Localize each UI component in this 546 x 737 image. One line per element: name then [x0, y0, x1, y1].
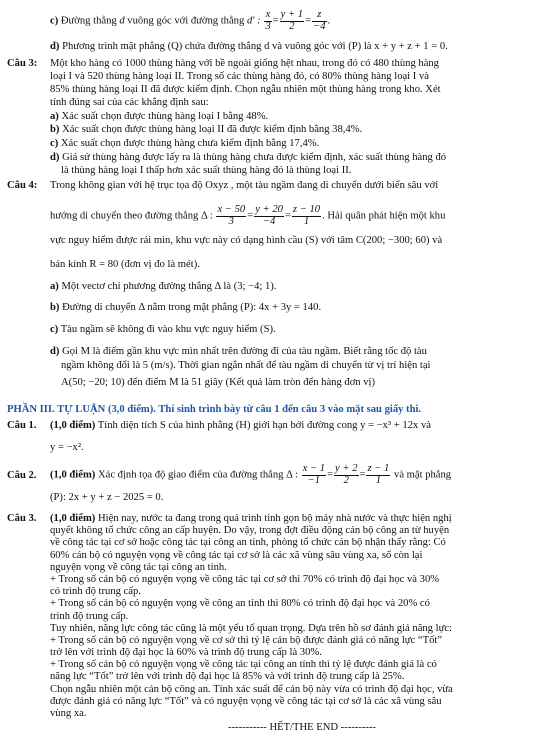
essay-3-line: + Trong số cán bộ có nguyện vọng về công tác tại công an tỉnh thì tỷ lệ được đánh giá là có [50, 659, 437, 671]
essay-3-line: trở lên với trình độ đại học là 60% và trình độ trung cấp là 30%. [50, 647, 322, 659]
fraction: $\frac{z - 1}{1}$ [367, 463, 390, 486]
statement-d: d) Phương trình mặt phẳng (Q) chứa đường thẳng d và vuông góc với (P) là x + y + z + 1 = 0. [50, 41, 448, 52]
essay-3-line: Chọn ngẫu nhiên một cán bộ công an. Tính xác suất để cán bộ này vừa có trình độ đại học, vừa [50, 683, 453, 695]
fraction: $\frac{y + 20}{-4}$ [255, 204, 283, 227]
q3-line: tính đúng sai của các khẳng định sau: [50, 97, 209, 108]
fraction: $\frac{y + 2}{2}$ [335, 463, 358, 486]
q4-line: bán kính R = 80 (đơn vị đo là mét). [50, 259, 200, 270]
essay-3-line: có trình độ trung cấp. [50, 586, 141, 598]
essay-1-label: Câu 1. [7, 420, 37, 431]
essay-3-line: nguyện vọng về công tác tại công an tỉnh. [50, 561, 227, 573]
essay-3-line: vùng xa. [50, 708, 87, 719]
q4-line-fraction: hướng di chuyển theo đường thẳng Δ : $\frac{x - 50}{3}$ = $\frac{y + 20}{-4}$ = $\frac{z - 10}{1}$ . Hải quân phát hiện một khu [50, 204, 446, 227]
q4-item-b: b) Đường di chuyển Δ nằm trong mặt phẳng (P): 4x + 3y = 140. [50, 302, 322, 313]
q3-line: loại I và 520 thùng hàng loại II. Trong số các thùng hàng đó, có 80% thùng hàng loại I và [50, 71, 429, 82]
q4-item-c: c) Tàu ngầm sẽ không đi vào khu vực nguy hiểm (S). [50, 324, 276, 335]
q3-line: Một kho hàng có 1000 thùng hàng với bề ngoài giống hệt nhau, trong đó có 480 thùng hàng [50, 58, 439, 69]
q4-item-a: a) Một vectơ chỉ phương đường thẳng Δ là (3; −4; 1). [50, 281, 277, 292]
q3-item-b: b) Xác suất chọn được thùng hàng loại II đã được kiểm định bằng 38,4%. [50, 124, 363, 135]
essay-3-line: 60% cán bộ có nguyện vọng về công tác tại cơ sở là các xã vùng sâu vùng xa, số còn lại [50, 549, 423, 561]
q3-item-c: c) Xác suất chọn được thùng hàng chưa kiểm định bằng 17,4%. [50, 138, 320, 149]
q4-item-d-cont: ngầm không đổi là 5 (m/s). Thời gian ngắn nhất để tàu ngầm di chuyển từ vị trí hiện tại [61, 360, 431, 371]
q3-item-a: a) Xác suất chọn được thùng hàng loại I bằng 48%. [50, 111, 269, 122]
essay-3-line: được đánh giá có năng lực “Tốt” và có nguyện vọng về công tác tại cơ sở là các xã vùng sâu [50, 695, 442, 707]
essay-3-label: Câu 3. [7, 513, 37, 524]
fraction: $\frac{x - 1}{-1}$ [302, 463, 326, 486]
essay-3-line: Tuy nhiên, năng lực công tác cũng là một yếu tố quan trọng. Dựa trên hồ sơ đánh giá năng lực: [50, 622, 452, 634]
fraction: $\frac{x}{3}$ [265, 9, 271, 32]
statement-c: c) Đường thẳng d vuông góc với đường thẳng d' : $\frac{x}{3}$ = $\frac{y + 1}{2}$ = $\frac{z}{-4}$ . [50, 9, 331, 32]
essay-3-line: về công tác tại cơ sở hoặc công tác tại công an tỉnh, phòng tổ chức cán bộ nhận thấy rằng: Có [50, 537, 446, 549]
question-4-label: Câu 4: [7, 180, 38, 191]
fraction: $\frac{z}{-4}$ [313, 9, 326, 32]
essay-3-line: (1,0 điểm) Hiện nay, nước ta đang trong quá trình tinh gọn bộ máy nhà nước và thực hiện nghị [50, 513, 452, 524]
fraction: $\frac{x - 50}{3}$ [217, 204, 246, 227]
q4-line: Trong không gian với hệ trục tọa độ Oxyz , một tàu ngầm đang di chuyển dưới biển sâu với [50, 180, 439, 191]
footer-end: ----------- HẾT/THE END ---------- [228, 722, 376, 733]
essay-3-line: quyết không tổ chức công an cấp huyện. Do vậy, trong đợt điều động cán bộ công an từ huyện [50, 525, 450, 537]
essay-3-line: năng lực “Tốt” trở lên với trình độ đại học là 85% và với trình độ trung cấp là 25%. [50, 671, 405, 683]
essay-3-line: + Trong số cán bộ có nguyện vọng về công an tỉnh thì 80% có trình độ đại học và 20% có [50, 598, 430, 610]
essay-1-line: y = −x². [50, 442, 84, 453]
essay-1-line: (1,0 điểm) Tính diện tích S của hình phẳng (H) giới hạn bởi đường cong y = −x³ + 12x và [50, 420, 431, 431]
question-3-label: Câu 3: [7, 58, 38, 69]
q3-item-d: d) Giả sử thùng hàng được lấy ra là thùng hàng chưa được kiểm định, xác suất thùng hàng đó [50, 152, 447, 163]
section-title: PHẦN III. TỰ LUẬN (3,0 điểm). Thí sinh trình bày từ câu 1 đến câu 3 vào mặt sau giấy thi. [7, 404, 422, 415]
q3-line: 85% thùng hàng loại II đã được kiểm định. Chọn ngẫu nhiên một thùng hàng trong kho. Xét [50, 84, 441, 95]
essay-3-line: + Trong số cán bộ có nguyện vọng về công tác tại cơ sở thì 70% có trình độ đại học và 30% [50, 573, 440, 585]
essay-3-line: + Trong số cán bộ có nguyện vọng về cơ sở thì tỷ lệ cán bộ được đánh giá có năng lực “Tốt” [50, 634, 443, 646]
essay-2-line: (P): 2x + y + z − 2025 = 0. [50, 492, 164, 503]
q4-line: vực nguy hiểm được rải mìn, khu vực này có dạng hình cầu (S) với tâm C(200; −300; 60) và [50, 235, 443, 246]
q4-item-d: d) Gọi M là điểm gần khu vực mìn nhất trên đường đi của tàu ngầm. Biết rằng tốc độ tàu [50, 346, 427, 357]
essay-2-line: (1,0 điểm) Xác định tọa độ giao điểm của đường thẳng Δ : $\frac{x - 1}{-1}$ = $\frac{y + 2}{2}$ = $\frac{z - 1}{1}$ và mặt phẳng [50, 463, 452, 486]
fraction: $\frac{z - 10}{1}$ [292, 204, 321, 227]
essay-2-label: Câu 2. [7, 470, 37, 481]
q3-item-d-cont: là thùng hàng loại I thấp hơn xác suất thùng hàng đó là thùng loại II. [61, 165, 352, 176]
essay-3-line: trình độ trung cấp. [50, 610, 129, 622]
q4-item-d-cont: A(50; −20; 10) đến điểm M là 51 giây (Kết quả làm tròn đến hàng đơn vị) [61, 377, 376, 388]
fraction: $\frac{y + 1}{2}$ [280, 9, 304, 32]
